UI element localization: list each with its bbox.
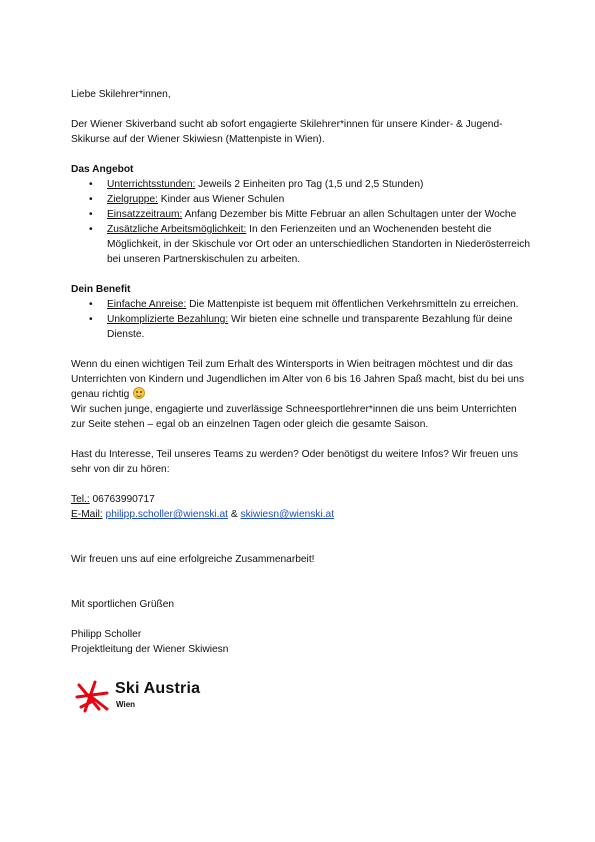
bullet-icon: •	[89, 179, 93, 190]
bullet-icon: •	[89, 299, 93, 310]
greeting: Liebe Skilehrer*innen,	[71, 89, 171, 100]
angebot-list	[71, 177, 531, 267]
ski-austria-logo	[75, 679, 215, 715]
bullet-icon: •	[89, 224, 93, 235]
list-item: • Einsatzzeitraum: Anfang Dezember bis Mitte Februar an allen Schultagen unter der Woche	[89, 209, 517, 220]
closing-sentence: Wir freuen uns auf eine erfolgreiche Zusammenarbeit!	[71, 554, 315, 565]
benefit-heading: Dein Benefit	[71, 284, 131, 295]
angebot-heading: Das Angebot	[71, 164, 134, 175]
email-link-philipp[interactable]: philipp.scholler@wienski.at	[105, 509, 229, 520]
list-item: • Zusätzliche Arbeitsmöglichkeit: In den Ferienzeiten und an Wochenenden besteht die Möglichkeit, in der Skischule vor Ort oder an unterschiedlichen Standorten in Niederösterreich bei unseren Partnerskischulen zu arbeiten.	[89, 224, 530, 265]
bullet-icon: •	[89, 314, 93, 325]
bullet-icon: •	[89, 209, 93, 220]
question-paragraph: Hast du Interesse, Teil unseres Teams zu werden? Oder benötigst du weitere Infos? Wir freuen uns sehr von dir zu hören:	[71, 449, 518, 475]
contact-email: E-Mail: philipp.scholler@wienski.at & skiwiesn@wienski.at	[71, 509, 335, 520]
ski-austria-star-icon	[75, 679, 111, 715]
contact-tel: Tel.: 06763990717	[71, 494, 155, 505]
signature-name: Philipp Scholler	[71, 629, 142, 640]
list-item: • Unkomplizierte Bezahlung: Wir bieten eine schnelle und transparente Bezahlung für deine Dienste.	[89, 314, 513, 340]
motivation-paragraph: Wenn du einen wichtigen Teil zum Erhalt des Wintersports in Wien beitragen möchtest und dir das Unterrichten von Kindern und Jugendlichen im Alter von 6 bis 16 Jahren Spaß macht, bist du bei uns genau richtig	[71, 359, 525, 400]
bullet-icon: •	[89, 194, 93, 205]
search-paragraph: Wir suchen junge, engagierte und zuverlässige Schneesportlehrer*innen die uns beim Unterrichten zur Seite stehen – egal ob an einzelnen Tagen oder gleich die gesamte Saison.	[71, 404, 517, 430]
logo-subtitle: Wien	[116, 700, 136, 709]
letter-body	[71, 87, 531, 657]
email-link-skiwiesn[interactable]: skiwiesn@wienski.at	[240, 509, 335, 520]
list-item: • Einfache Anreise: Die Mattenpiste ist bequem mit öffentlichen Verkehrsmitteln zu erreichen.	[89, 299, 519, 310]
intro-paragraph: Der Wiener Skiverband sucht ab sofort engagierte Skilehrer*innen für unsere Kinder- & Jugend-Skikurse auf der Wiener Skiwiesn (Mattenpiste in Wien).	[71, 119, 503, 145]
smiley-icon	[133, 387, 145, 399]
closing-greeting: Mit sportlichen Grüßen	[71, 599, 175, 610]
logo-title: Ski Austria	[115, 680, 201, 697]
signature-role: Projektleitung der Wiener Skiwiesn	[71, 644, 229, 655]
list-item: • Unterrichtsstunden: Jeweils 2 Einheiten pro Tag (1,5 und 2,5 Stunden)	[89, 179, 424, 190]
list-item: • Zielgruppe: Kinder aus Wiener Schulen	[89, 194, 285, 205]
benefit-list	[71, 297, 531, 342]
